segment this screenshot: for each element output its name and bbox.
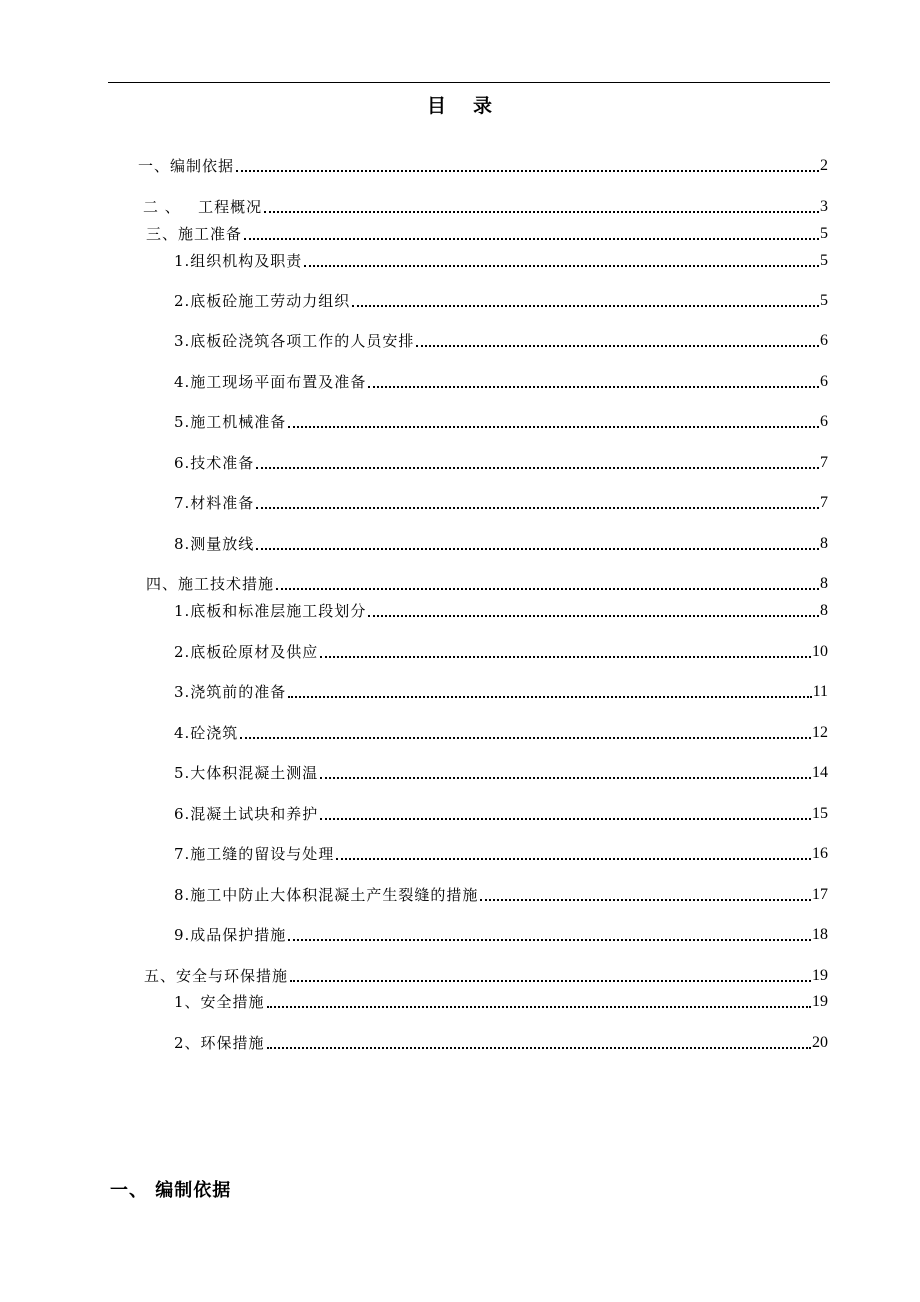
toc-leader-dots bbox=[276, 588, 819, 590]
toc-entry[interactable] bbox=[174, 411, 828, 433]
toc-leader-dots bbox=[288, 696, 811, 698]
toc-leader-dots bbox=[244, 238, 819, 240]
toc-entry-page: 16 bbox=[812, 845, 828, 862]
toc-entry-label: 9.成品保护措施 bbox=[174, 926, 287, 944]
toc-entry[interactable] bbox=[174, 843, 828, 865]
toc-entry[interactable] bbox=[174, 533, 828, 555]
toc-entry[interactable] bbox=[138, 155, 828, 177]
toc-entry-label: 一、编制依据 bbox=[138, 157, 235, 175]
toc-entry-page: 19 bbox=[812, 993, 828, 1010]
toc-entry-page: 7 bbox=[820, 494, 828, 511]
toc-entry[interactable] bbox=[174, 641, 828, 663]
toc-entry[interactable] bbox=[174, 722, 828, 744]
toc-entry-page: 10 bbox=[812, 643, 828, 660]
toc-title-char: 目 bbox=[426, 95, 447, 117]
toc-entry-label: 7.材料准备 bbox=[174, 494, 255, 512]
toc-entry[interactable] bbox=[174, 290, 828, 312]
toc-leader-dots bbox=[368, 615, 819, 617]
toc-entry-label: 4.施工现场平面布置及准备 bbox=[174, 373, 367, 391]
toc-entry-page: 5 bbox=[820, 252, 828, 269]
toc-leader-dots bbox=[290, 980, 811, 982]
toc-entry-page: 2 bbox=[820, 157, 828, 174]
toc-entry-label: 4.砼浇筑 bbox=[174, 724, 239, 742]
toc-entry-page: 14 bbox=[812, 764, 828, 781]
toc-entry[interactable] bbox=[174, 762, 828, 784]
toc-title-char: 录 bbox=[473, 95, 494, 117]
toc-entry[interactable] bbox=[174, 600, 828, 622]
toc-entry-page: 7 bbox=[820, 454, 828, 471]
toc-entry-page: 12 bbox=[812, 724, 828, 741]
toc-entry-label: 5.施工机械准备 bbox=[174, 413, 287, 431]
toc-entry[interactable] bbox=[174, 330, 828, 352]
toc-entry-page: 11 bbox=[812, 683, 828, 700]
toc-entry[interactable] bbox=[174, 924, 828, 946]
toc-entry-label: 8.施工中防止大体积混凝土产生裂缝的措施 bbox=[174, 886, 479, 904]
toc-entry-label: 1、安全措施 bbox=[174, 993, 265, 1011]
toc-entry-label: 四、施工技术措施 bbox=[146, 575, 275, 593]
toc-entry-label: 5.大体积混凝土测温 bbox=[174, 764, 319, 782]
toc-leader-dots bbox=[368, 386, 819, 388]
toc-leader-dots bbox=[267, 1047, 811, 1049]
toc-entry-label: 三、施工准备 bbox=[146, 225, 243, 243]
toc-leader-dots bbox=[320, 777, 811, 779]
toc-entry[interactable] bbox=[174, 250, 828, 272]
toc-entry[interactable] bbox=[174, 991, 828, 1013]
toc-entry-label: 五、安全与环保措施 bbox=[144, 967, 289, 985]
toc-entry-page: 19 bbox=[812, 967, 828, 984]
toc-entry[interactable] bbox=[174, 452, 828, 474]
toc-entry-label: 8.测量放线 bbox=[174, 535, 255, 553]
toc-leader-dots bbox=[304, 265, 819, 267]
toc-entry[interactable] bbox=[174, 1032, 828, 1054]
toc-entry-label: 3.底板砼浇筑各项工作的人员安排 bbox=[174, 332, 415, 350]
toc-entry[interactable] bbox=[174, 371, 828, 393]
toc-entry-page: 8 bbox=[820, 575, 828, 592]
toc-entry-label: 1.底板和标准层施工段划分 bbox=[174, 602, 367, 620]
toc-entry-page: 5 bbox=[820, 225, 828, 242]
toc-entry[interactable] bbox=[144, 965, 828, 987]
toc-entry-page: 6 bbox=[820, 373, 828, 390]
toc-leader-dots bbox=[256, 548, 819, 550]
toc-entry[interactable] bbox=[174, 492, 828, 514]
toc-entry-label: 2.底板砼施工劳动力组织 bbox=[174, 292, 351, 310]
toc-entry-label: 2.底板砼原材及供应 bbox=[174, 643, 319, 661]
toc-leader-dots bbox=[352, 305, 819, 307]
toc-leader-dots bbox=[288, 426, 819, 428]
toc-entry-page: 18 bbox=[812, 926, 828, 943]
toc-entry-page: 20 bbox=[812, 1034, 828, 1051]
toc-entry-label: 2、环保措施 bbox=[174, 1034, 265, 1052]
toc-leader-dots bbox=[336, 858, 811, 860]
toc-entry-page: 17 bbox=[812, 886, 828, 903]
toc-leader-dots bbox=[256, 507, 819, 509]
toc-entry[interactable] bbox=[174, 681, 828, 703]
toc-entry-label: 3.浇筑前的准备 bbox=[174, 683, 287, 701]
toc-leader-dots bbox=[320, 818, 811, 820]
toc-leader-dots bbox=[416, 345, 819, 347]
toc-entry-page: 8 bbox=[820, 535, 828, 552]
toc-leader-dots bbox=[264, 211, 819, 213]
toc-leader-dots bbox=[267, 1006, 811, 1008]
section-heading: 一、 编制依据 bbox=[110, 1180, 232, 1201]
toc-leader-dots bbox=[256, 467, 819, 469]
toc-leader-dots bbox=[236, 170, 819, 172]
toc-entry-label: 7.施工缝的留设与处理 bbox=[174, 845, 335, 863]
toc-leader-dots bbox=[240, 737, 811, 739]
toc-entry[interactable] bbox=[143, 196, 828, 218]
toc-entry-page: 6 bbox=[820, 332, 828, 349]
toc-entry-label: 1.组织机构及职责 bbox=[174, 252, 303, 270]
toc-leader-dots bbox=[480, 899, 811, 901]
toc-entry[interactable] bbox=[146, 223, 828, 245]
toc-entry-page: 3 bbox=[820, 198, 828, 215]
toc-leader-dots bbox=[288, 939, 811, 941]
toc-entry[interactable] bbox=[174, 884, 828, 906]
toc-entry-page: 15 bbox=[812, 805, 828, 822]
toc-entry[interactable] bbox=[146, 573, 828, 595]
toc-entry-label: 6.混凝土试块和养护 bbox=[174, 805, 319, 823]
toc-entry-page: 6 bbox=[820, 413, 828, 430]
toc-entry-page: 8 bbox=[820, 602, 828, 619]
toc-entry[interactable] bbox=[174, 803, 828, 825]
toc-entry-page: 5 bbox=[820, 292, 828, 309]
toc-leader-dots bbox=[320, 656, 811, 658]
toc-entry-label: 6.技术准备 bbox=[174, 454, 255, 472]
toc-entry-label: 二 、 工程概况 bbox=[143, 198, 263, 216]
